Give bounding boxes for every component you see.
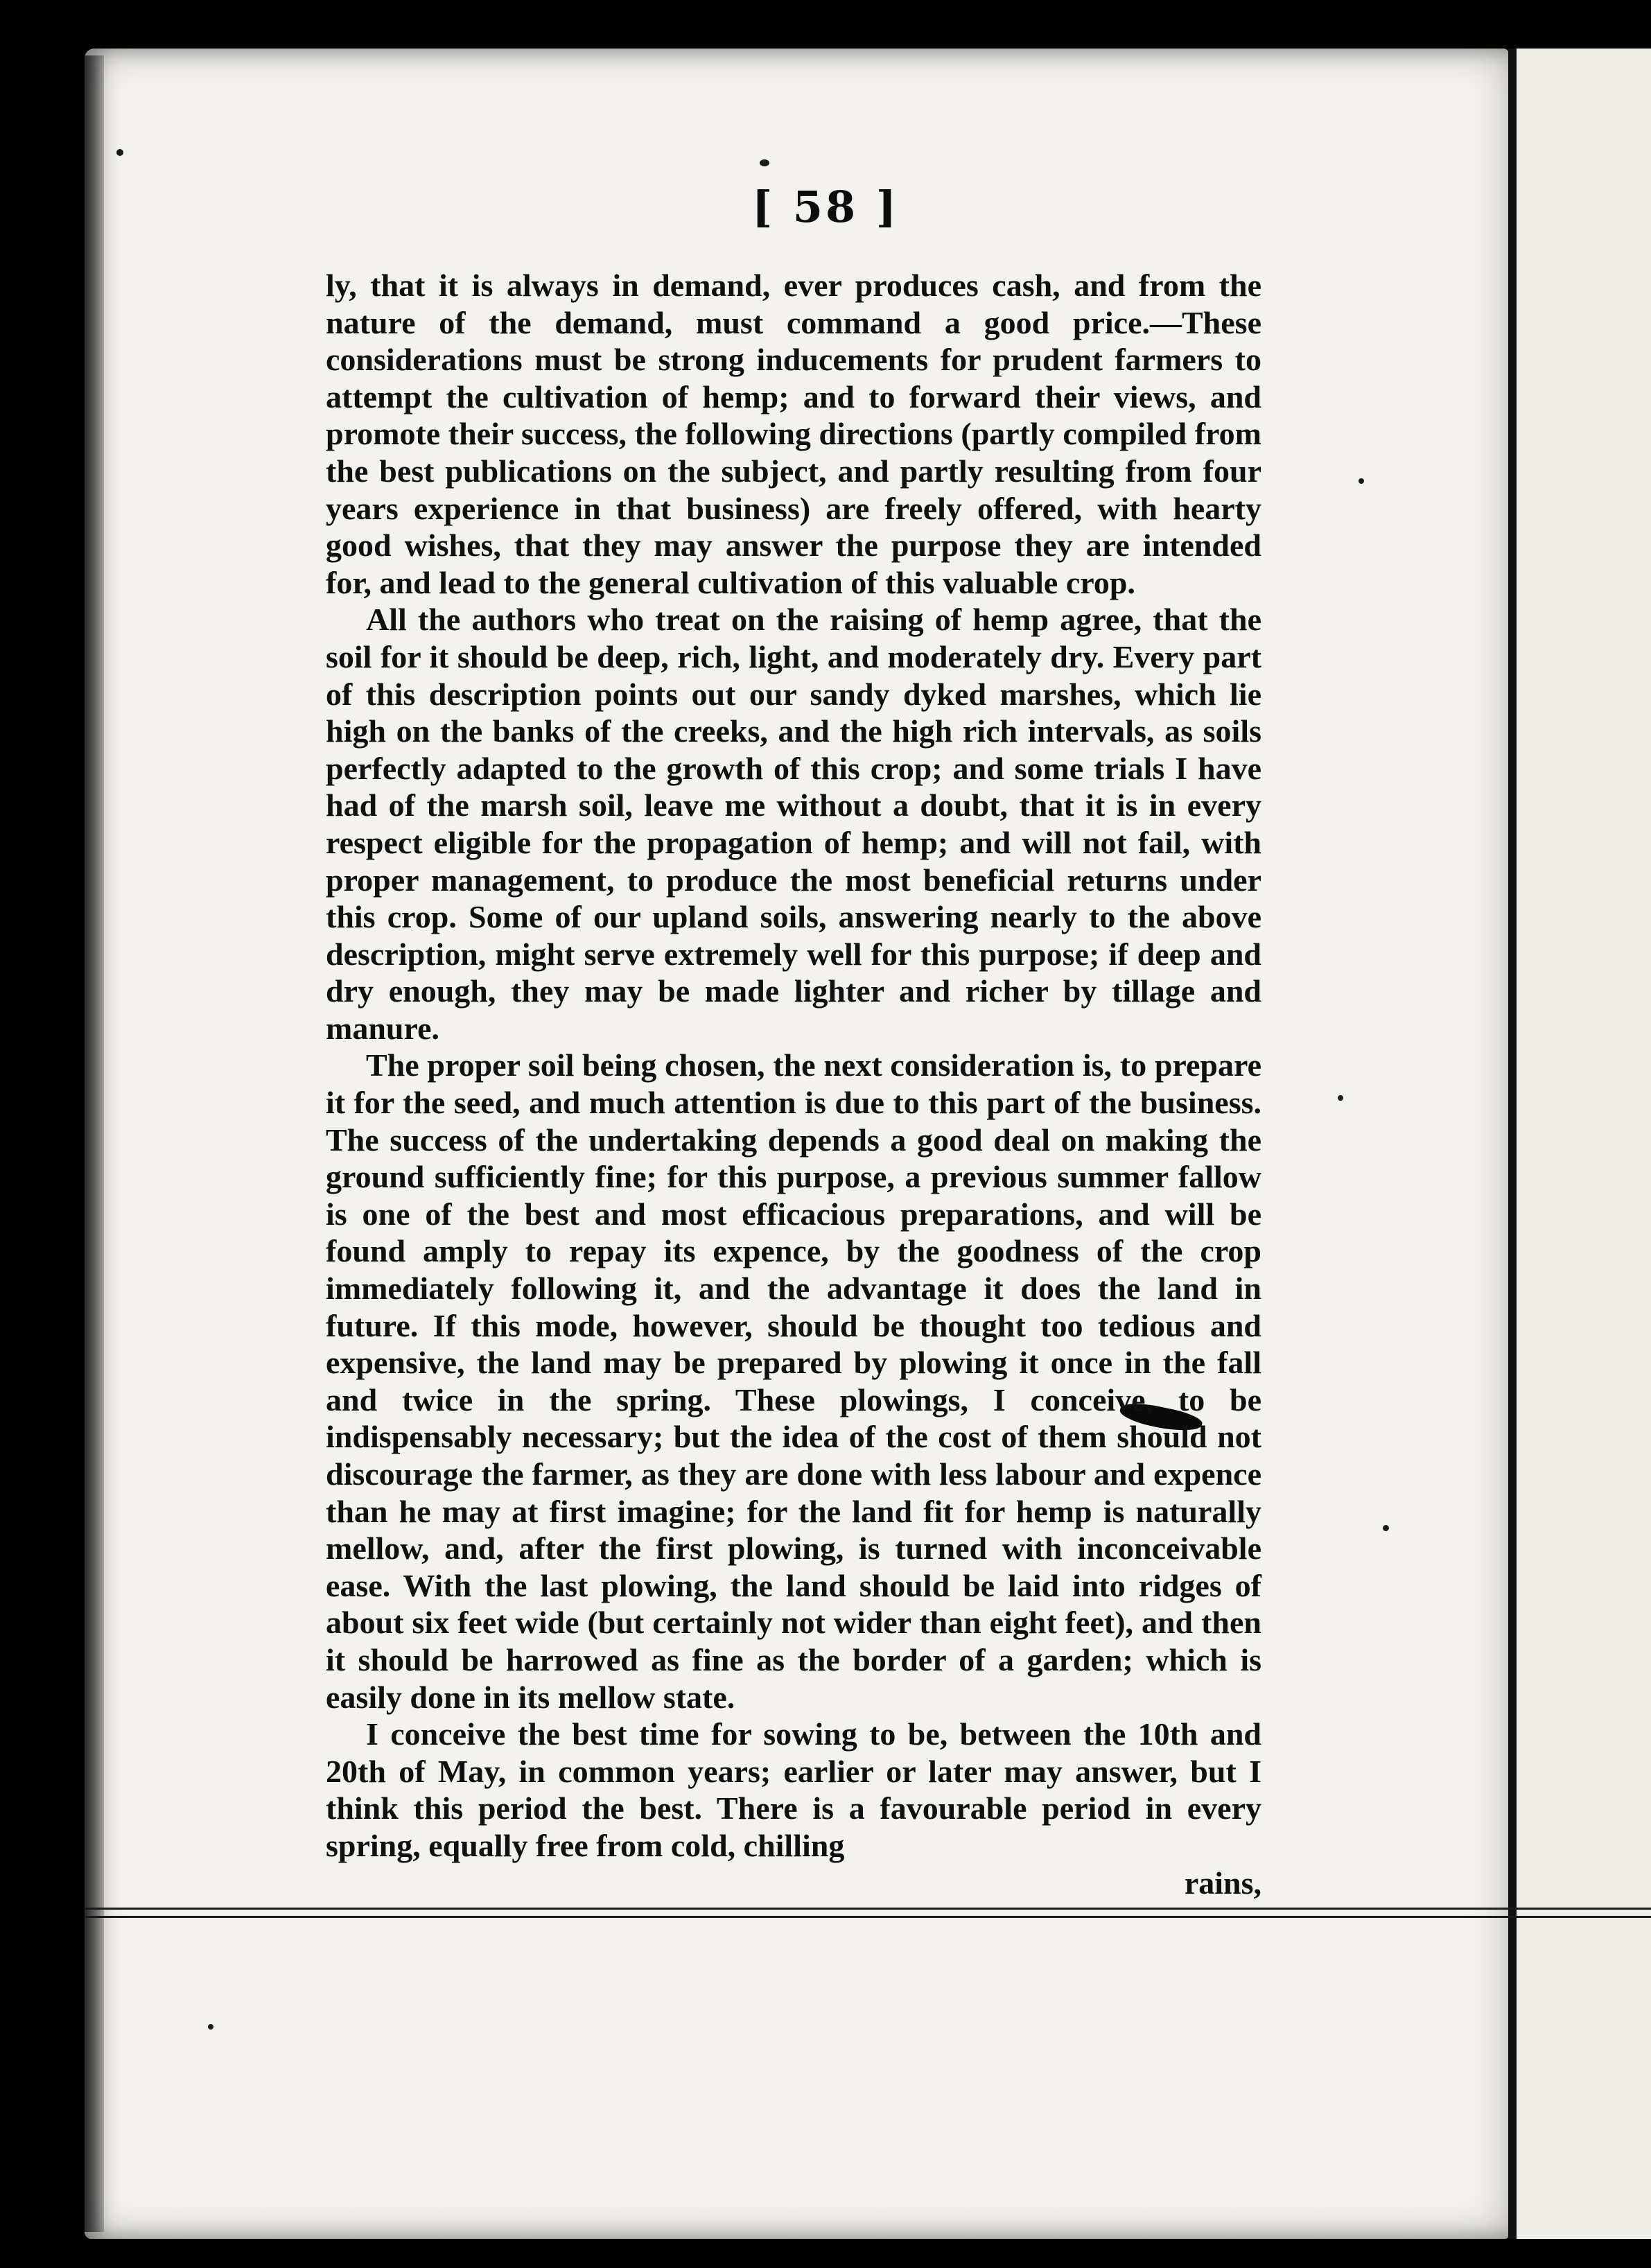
scan-speck xyxy=(1359,478,1364,484)
scan-artifact-line xyxy=(85,1916,1651,1918)
scan-artifact-line xyxy=(85,1908,1651,1910)
facing-page-edge xyxy=(1512,49,1651,2239)
catchword: rains, xyxy=(1184,1865,1261,1901)
scan-speck xyxy=(1338,1095,1343,1101)
scan-speck xyxy=(208,2024,213,2030)
paragraph-1: ly, that it is always in demand, ever produces cash, and from the nature of the demand, must command a good price.—These considerations must be strong inducements for prudent farmers to attempt the cultivation of hemp; and to forward their views, and promote their success, the following directions (partly compiled from the best publications on the subject, and partly resulting from four years experience in that business) are freely offered, with hearty good wishes, that they may answer the purpose they are intended for, and lead to the general cultivation of this valuable crop. xyxy=(326,268,1261,600)
scan-speck xyxy=(1383,1525,1389,1531)
scan-speck xyxy=(760,159,769,166)
body-text xyxy=(326,267,1261,1901)
paragraph-3: The proper soil being chosen, the next consideration is, to prepare it for the seed, and much attention is due to this part of the business. The success of the undertaking depends a good deal on making the ground sufficiently fine; for this purpose, a previous summer fallow is one of the best and most efficacious preparations, and will be found amply to repay its expence, by the goodness of the crop immediately following it, and the advantage it does the land in future. If this mode, however, should be thought too tedious and expensive, the land may be prepared by plowing it once in the fall and twice in the spring. These plowings, I conceive, to be indispensably necessary; but the idea of the cost of them should not discourage the farmer, as they are done with less labour and expence than he may at first imagine; for the land fit for hemp is naturally mellow, and, after the first plowing, is turned with inconceivable ease. With the last plowing, the land should be laid into ridges of about six feet wide (but certainly not wider than eight feet), and then it should be harrowed as fine as the border of a garden; which is easily done in its mellow state. xyxy=(326,1047,1261,1715)
scan-speck xyxy=(116,149,123,156)
paragraph-2: All the authors who treat on the raising of hemp agree, that the soil for it should be deep, rich, light, and moderately dry. Every part of this description points out our sandy dyked marshes, which lie high on the banks of the creeks, and the high rich intervals, as soils perfectly adapted to the growth of this crop; and some trials I have had of the marsh soil, leave me without a doubt, that it is in every respect eligible for the propagation of hemp; and will not fail, with proper management, to produce the most beneficial returns under this crop. Some of our upland soils, answering nearly to the above description, might serve extremely well for this purpose; if deep and dry enough, they may be made lighter and richer by tillage and manure. xyxy=(326,602,1261,1046)
page-edge-shadow xyxy=(85,55,104,2232)
paragraph-4: I conceive the best time for sowing to be, between the 10th and 20th of May, in common years; earlier or later may answer, but I think this period the best. There is a favourable period in every spring, equally free from cold, chilling xyxy=(326,1716,1261,1863)
running-head-page-number: [ 58 ] xyxy=(751,182,900,232)
